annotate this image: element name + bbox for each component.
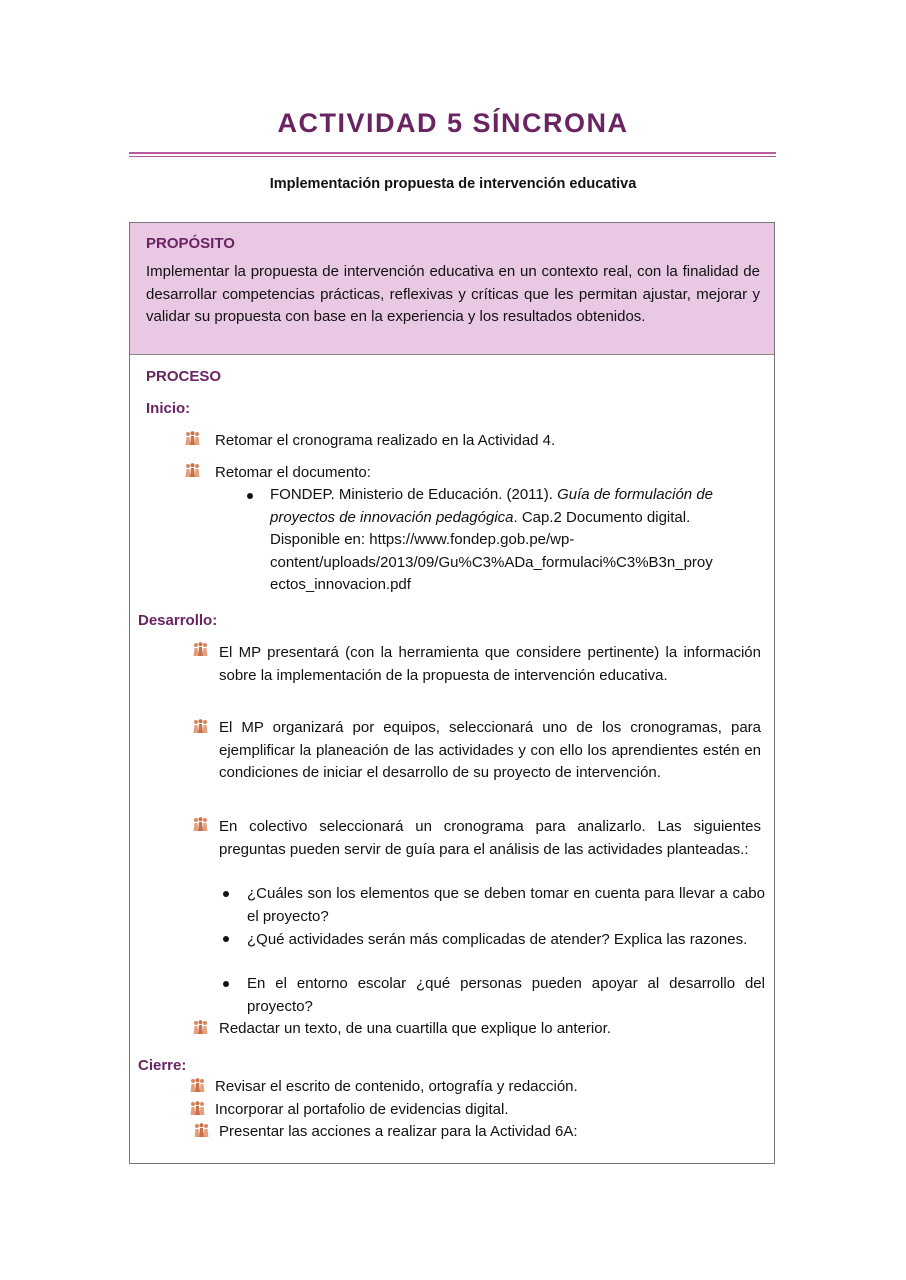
title-rule: [129, 152, 776, 154]
desarrollo-item-4: Redactar un texto, de una cuartilla que explique lo anterior.: [219, 1020, 611, 1037]
title-rule-thin: [129, 156, 776, 157]
activity-box: [129, 222, 775, 1164]
inicio-item-1: Retomar el cronograma realizado en la Actividad 4.: [215, 432, 556, 449]
cierre-item-3: Presentar las acciones a realizar para la Actividad 6A:: [219, 1123, 578, 1140]
bullet-dot: [223, 981, 229, 987]
bullet-dot: [223, 936, 229, 942]
reference-line-5: ectos_innovacion.pdf: [270, 576, 411, 593]
reference-line-3: Disponible en: https://www.fondep.gob.pe/wp-: [270, 531, 575, 548]
people-bullet-icon: [189, 1101, 206, 1116]
people-bullet-icon: [192, 1020, 209, 1035]
people-bullet-icon: [192, 719, 209, 734]
document-title: ACTIVIDAD 5 SÍNCRONA: [277, 108, 629, 138]
cierre-item-2: Incorporar al portafolio de evidencias digital.: [215, 1101, 509, 1118]
people-bullet-icon: [192, 817, 209, 832]
bullet-dot: [223, 891, 229, 897]
desarrollo-item-2: El MP organizará por equipos, seleccionará uno de los cronogramas, para ejemplificar la planeación de las actividades y con ello los aprendientes estén en condiciones de iniciar el desarrollo de su proyecto de intervención.: [219, 719, 761, 781]
document-subtitle: Implementación propuesta de intervención educativa: [269, 176, 637, 192]
cierre-item-1: Revisar el escrito de contenido, ortografía y redacción.: [215, 1078, 578, 1095]
inicio-heading: Inicio:: [146, 400, 191, 417]
purpose-text: Implementar la propuesta de intervención educativa en un contexto real, con la finalidad de desarrollar competencias prácticas, reflexivas y críticas que les permitan ajustar, mejorar y validar su propuesta con base en la experiencia y los resultados obtenidos.: [146, 263, 760, 325]
people-bullet-icon: [184, 431, 201, 446]
people-bullet-icon: [193, 1123, 210, 1138]
purpose-section: [130, 223, 774, 355]
inicio-item-2: Retomar el documento:: [215, 464, 371, 481]
people-bullet-icon: [184, 463, 201, 478]
question-3: En el entorno escolar ¿qué personas pueden apoyar al desarrollo del proyecto?: [247, 975, 765, 1015]
bullet-dot: [247, 493, 253, 499]
people-bullet-icon: [192, 642, 209, 657]
purpose-heading: PROPÓSITO: [146, 235, 235, 252]
reference-line-1: FONDEP. Ministerio de Educación. (2011). Guía de formulación de: [270, 486, 714, 503]
desarrollo-heading: Desarrollo:: [138, 612, 218, 629]
question-2: ¿Qué actividades serán más complicadas de atender? Explica las razones.: [247, 931, 748, 948]
reference-line-4: content/uploads/2013/09/Gu%C3%ADa_formulaci%C3%B3n_proy: [270, 554, 713, 571]
people-bullet-icon: [189, 1078, 206, 1093]
question-1: ¿Cuáles son los elementos que se deben tomar en cuenta para llevar a cabo el proyecto?: [247, 885, 765, 925]
cierre-heading: Cierre:: [138, 1057, 187, 1074]
process-heading: PROCESO: [146, 368, 222, 385]
desarrollo-item-1: El MP presentará (con la herramienta que considere pertinente) la información sobre la implementación de la propuesta de intervención educativa.: [219, 644, 761, 684]
desarrollo-item-3: En colectivo seleccionará un cronograma para analizarlo. Las siguientes preguntas pueden servir de guía para el análisis de las actividades planteadas.:: [219, 818, 761, 858]
reference-line-2: proyectos de innovación pedagógica. Cap.2 Documento digital.: [270, 509, 691, 526]
